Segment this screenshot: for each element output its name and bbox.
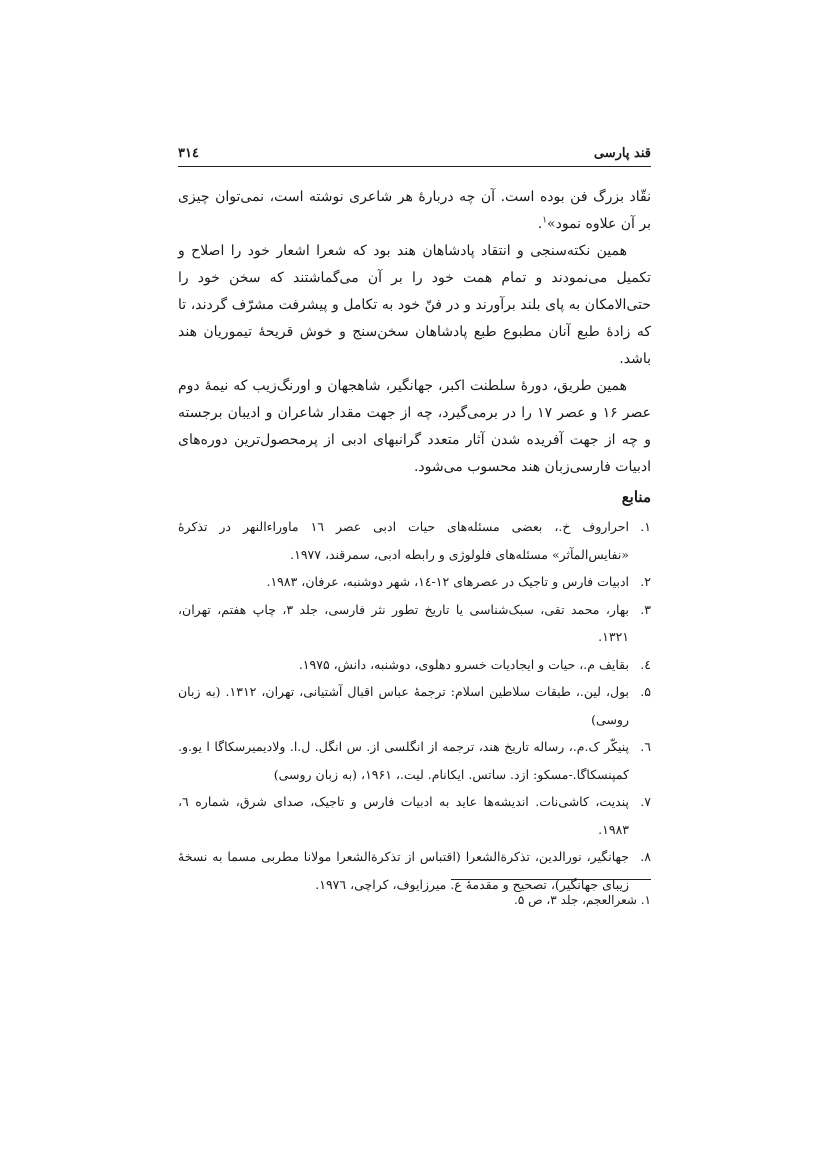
source-item xyxy=(178,513,651,568)
source-text: پنیکّر ک.م.، رساله تاریخ هند، ترجمه از انگلسی از. س انگل. ل.ا. ولادیمیرسکاگا ا یو.و. کمپنسکاگا.-مسکو: ازد. ساتس. ایکانام. لیت.، ۱۹۶۱، (به زبان روسی) xyxy=(178,739,629,782)
body-text xyxy=(178,184,651,481)
source-number: ۲. xyxy=(640,574,651,589)
source-item xyxy=(178,678,651,733)
paragraph-1-tail: . xyxy=(537,216,543,232)
footnote: ۱. شعرالعجم، جلد ۳، ص ۵. xyxy=(514,893,651,907)
sources-heading: منابع xyxy=(621,488,651,506)
source-number: ۳. xyxy=(640,601,651,617)
page-number: ۳۱٤ xyxy=(178,146,199,161)
sources-list xyxy=(178,513,651,898)
running-title: قند پارسی xyxy=(593,146,651,161)
source-number: ۱. xyxy=(640,519,651,534)
document-page xyxy=(178,0,651,1169)
source-text: ادبیات فارس و تاجیک در عصرهای ۱۲-۱٤، شهر دوشنبه، عرفان، ۱۹۸۳. xyxy=(266,574,629,589)
source-item xyxy=(178,568,651,596)
source-text: بقایف م.، حیات و ایجادیات خسرو دهلوی، دوشنبه، دانش، ۱۹۷۵. xyxy=(298,656,629,672)
source-text: پندیت، کاشی‌نات. اندیشه‌ها عاید به ادبیات فارس و تاجیک، صدای شرق، شماره ٦، ۱۹۸۳. xyxy=(178,794,629,837)
paragraph-1-text: نقّاد بزرگ فن بوده است. آن چه دربارهٔ هر شاعری نوشته است، نمی‌توان چیزی بر آن علاوه نمود» xyxy=(178,189,652,232)
paragraph-3: همین طریق، دورهٔ سلطنت اکبر، جهانگیر، شاهجهان و اورنگ‌زیب که نیمهٔ دوم عصر ۱۶ و عصر ۱۷ را در برمی‌گیرد، چه از جهت مقدار شاعران و ادیبان برجسته و چه از جهت آفریده شدن آثار متعدد گرانبهای ادبی از پرمحصول‌ترین دوره‌های ادبیات فارسی‌زبان هند محسوب می‌شود. xyxy=(178,378,651,475)
source-item xyxy=(178,733,651,788)
source-number: ۸. xyxy=(640,849,651,864)
source-item xyxy=(178,788,651,843)
source-number: ٦. xyxy=(640,739,651,754)
source-text: جهانگیر، نورالدین، تذکرةالشعرا (اقتباس از تذکرةالشعرا مولانا مطربی مسما به نسخهٔ زیبای جهانگیر)، تصحیح و مقدمهٔ ع. میرزایوف، کراچی، ۱۹۷٦. xyxy=(178,849,629,892)
source-text: بول، لین.، طبقات سلاطین اسلام: ترجمهٔ عباس اقبال آشتیانی، تهران، ۱۳۱۲. (به زبان روسی) xyxy=(178,684,630,727)
source-number: ۵. xyxy=(640,684,651,699)
source-number: ٤. xyxy=(640,656,651,672)
page-header xyxy=(178,144,651,167)
source-text: بهار، محمد تقی، سبک‌شناسی یا تاریخ تطور نثر فارسی، جلد ۳، چاپ هفتم، تهران، ۱۳۲۱. xyxy=(178,601,630,644)
source-item xyxy=(178,596,651,651)
source-number: ۷. xyxy=(640,794,651,809)
source-item xyxy=(178,651,651,679)
paragraph-1 xyxy=(178,184,651,238)
footnote-divider xyxy=(451,879,651,880)
source-text: احراروف خ.، بعضی مسئله‌های حیات ادبی عصر ۱٦ ماوراءالنهر در تذکرهٔ «نفایس‌المآثر» مسئله‌های فلولوژی و رابطه ادبی، سمرقند، ۱۹۷۷. xyxy=(178,519,629,562)
paragraph-2: همین نکته‌سنجی و انتقاد پادشاهان هند بود که شعرا اشعار خود را اصلاح و تکمیل می‌نمودند و تمام همت خود را بر آن می‌گماشتند که سخن خود را حتی‌الامکان به پای بلند برآورند و در فنّ خود به تکامل و پیشرفت مشرّف گردند، تا که زادهٔ طبع آنان مطبوع طبع پادشاهان سخن‌سنج و خوش قریحهٔ تیموریان هند باشد. xyxy=(178,243,651,367)
footnote-marker: ۱ xyxy=(542,215,548,226)
